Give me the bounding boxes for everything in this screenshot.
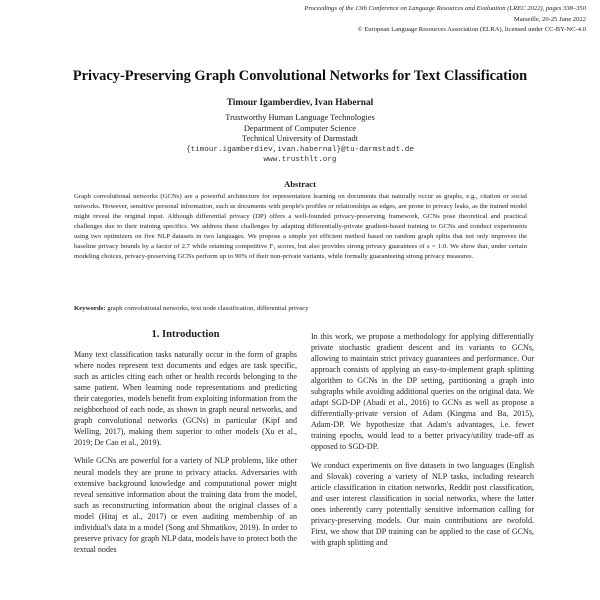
intro-paragraph-4: We conduct experiments on five datasets in two languages (English and Slovak) covering a variety of NLP tasks, including research article classification in citation networks, Reddit post classification, and user interest classification in social networks, where the latter ones inherently carry potentially sensitive information calling for privacy-preserving models. Our main contributions are twofold. First, we show that DP training can be applied to the case of GCNs, with graph splitting and bbox=[311, 460, 534, 547]
proceedings-line-1: Proceedings of the 13th Conference on Language Resources and Evaluation (LREC 2022), pages 338–350 bbox=[304, 5, 586, 12]
intro-heading: 1. Introduction bbox=[151, 329, 220, 340]
right-column bbox=[311, 331, 534, 555]
affiliation-univ: Technical University of Darmstadt bbox=[242, 134, 358, 144]
proceedings-header bbox=[166, 4, 586, 36]
abstract-text: Graph convolutional networks (GCNs) are a powerful architecture for representation learning on documents that naturally occur as graphs, e.g., citation or social networks. However, sensitive personal information, such as documents with people's profiles or relationships as edges, are prone to privacy leaks, as the trained model might reveal the original input. Although differential privacy (DP) offers a well-founded privacy-preserving framework, GCNs pose theoretical and practical challenges due to their training specifics. We address these challenges by adapting differentially-private gradient-based training to GCNs and conduct experiments using two optimizers on five NLP datasets in two languages. We propose a simple yet efficient method based on random graph splits that not only improves the baseline privacy bounds by a factor of 2.7 while retaining competitive F₁ scores, but also provides strong privacy guarantees of ε = 1.0. We show that, under certain modeling choices, privacy-preserving GCNs perform up to 90% of their non-private variants, while formally guaranteeing strong privacy measures. bbox=[74, 193, 527, 260]
lab-website: www.trusthlt.org bbox=[263, 156, 337, 165]
author-emails: {timour.igamberdiev,ivan.habernal}@tu-darmstadt.de bbox=[186, 145, 414, 154]
intro-paragraph-3: In this work, we propose a methodology for applying differentially private stochastic gradient descent and its variants to GCNs, allowing to maintain strict privacy guarantees and performance. Our approach consists of applying an easy-to-implement graph splitting algorithm to GCNs in the DP setting, partitioning a graph into subgraphs while avoiding additional queries on the original data. We adapt SGD-DP (Abadi et al., 2016) to GCNs as well as propose a differentially-private version of Adam (Kingma and Ba, 2015), Adam-DP. We hypothesize that Adam's advantages, i.e. fewer training epochs, would lead to a better privacy/utility trade-off as opposed to SGD-DP. bbox=[311, 332, 534, 452]
abstract-heading: Abstract bbox=[284, 179, 316, 189]
intro-paragraph-2: While GCNs are powerful for a variety of NLP problems, like other neural models they are prone to privacy attacks. Adversaries with extensive background knowledge and computational power might reveal sensitive information about the training data from the model, such as reconstructing information about the original classes of a model (Hitaj et al., 2017) or even auditing membership of an individual's data in a model (Song and Shmatikov, 2019). In order to preserve privacy for graph NLP data, models have to protect both the textual nodes bbox=[74, 456, 297, 554]
paper-title: Privacy-Preserving Graph Convolutional Networks for Text Classification bbox=[72, 68, 528, 84]
paper-authors: Timour Igamberdiev, Ivan Habernal bbox=[226, 98, 374, 108]
intro-paragraph-1: Many text classification tasks naturally occur in the form of graphs where nodes represent text documents and edges are task specific, such as articles citing each other or health records belonging to the same patient. When learning node representations and predicting their categories, models benefit from exploiting information from the neighborhood of each node, as shown in graph neural networks, and graph convolutional networks (GCNs) in particular (Kipf and Welling, 2017), making them superior to other models (Xu et al., 2019; De Cao et al., 2019). bbox=[74, 350, 297, 448]
affiliation-lab: Trustworthy Human Language Technologies bbox=[225, 113, 375, 122]
proceedings-line-3: © European Language Resources Association (ELRA), licensed under CC-BY-NC-4.0 bbox=[357, 26, 586, 33]
keywords-line bbox=[74, 304, 527, 314]
affiliation-dept: Department of Computer Science bbox=[243, 123, 357, 133]
keywords-text: graph convolutional networks, text node classification, differential privacy bbox=[105, 305, 309, 312]
affiliation-block bbox=[0, 113, 600, 166]
left-column bbox=[74, 329, 297, 562]
keywords-label: Keywords: bbox=[74, 305, 106, 312]
proceedings-line-2: Marseille, 20-25 June 2022 bbox=[513, 15, 586, 23]
